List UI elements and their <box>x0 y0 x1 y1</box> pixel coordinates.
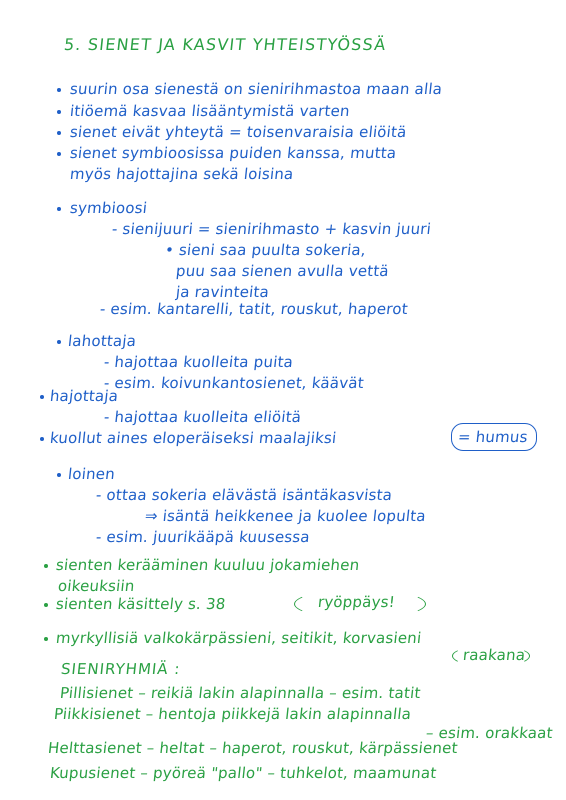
note-line: - esim. koivunkantosienet, käävät <box>103 374 365 392</box>
section-heading: SIENIRYHMIÄ : <box>60 660 182 678</box>
group-line: – esim. orakkaat <box>425 724 554 742</box>
note-line: - esim. kantarelli, tatit, rouskut, haperot <box>99 300 409 318</box>
note-line: = humus <box>457 428 529 446</box>
note-line: itiöemä kasvaa lisääntymistä varten <box>69 102 351 120</box>
bullet-dot <box>57 110 61 114</box>
note-line: myös hajottajina sekä loisina <box>69 165 295 183</box>
group-line: Kupusienet – pyöreä "pallo" – tuhkelot, maamunat <box>49 764 438 782</box>
bullet-dot <box>44 564 48 568</box>
bullet-dot <box>57 473 61 477</box>
bullet-dot <box>57 88 61 92</box>
bullet-dot <box>40 437 44 441</box>
bullet-dot <box>40 395 44 399</box>
group-line: Piikkisienet – hentoja piikkejä lakin alapinnalla <box>53 705 413 723</box>
note-line: ja ravinteita <box>175 283 270 301</box>
note-line: ryöppäys! <box>317 593 396 611</box>
note-line: ⇒ isäntä heikkenee ja kuolee lopulta <box>144 507 427 525</box>
bullet-dot <box>57 131 61 135</box>
bullet-dot <box>44 603 48 607</box>
note-line: oikeuksiin <box>57 577 136 595</box>
note-line: sienet eivät yhteytä = toisenvaraisia eliöitä <box>69 123 408 141</box>
note-line: sienten kerääminen kuuluu jokamiehen <box>55 556 361 574</box>
note-heading: loinen <box>67 465 116 483</box>
note-line: myrkyllisiä valkokärpässieni, seitikit, korvasieni <box>55 629 423 647</box>
page-title: 5. SIENET JA KASVIT YHTEISTYÖSSÄ <box>63 35 388 54</box>
note-line: - hajottaa kuolleita eliöitä <box>103 408 303 426</box>
note-line: puu saa sienen avulla vettä <box>175 262 390 280</box>
group-line: Helttasienet – heltat – haperot, rouskut, kärpässienet <box>47 739 459 757</box>
note-line: - sienijuuri = sienirihmasto + kasvin juuri <box>111 220 433 238</box>
note-heading: lahottaja <box>67 332 138 350</box>
note-line: • sieni saa puulta sokeria, <box>164 241 367 259</box>
bullet-dot <box>57 340 61 344</box>
note-line: suurin osa sienestä on sienirihmastoa maan alla <box>69 80 444 98</box>
bullet-dot <box>44 637 48 641</box>
note-heading: symbioosi <box>69 199 149 217</box>
bullet-dot <box>57 207 61 211</box>
note-line: sienet symbioosissa puiden kanssa, mutta <box>69 144 398 162</box>
note-line: - esim. juurikääpä kuusessa <box>95 528 311 546</box>
note-line: raakana <box>462 646 527 664</box>
bullet-dot <box>57 152 61 156</box>
note-line: sienten käsittely s. 38 <box>55 595 227 613</box>
note-line: - hajottaa kuolleita puita <box>103 353 295 371</box>
note-line: - ottaa sokeria elävästä isäntäkasvista <box>95 486 394 504</box>
note-heading: hajottaja <box>49 387 120 405</box>
group-line: Pillisienet – reikiä lakin alapinnalla – esim. tatit <box>59 684 422 702</box>
note-line: kuollut aines eloperäiseksi maalajiksi <box>49 429 338 447</box>
